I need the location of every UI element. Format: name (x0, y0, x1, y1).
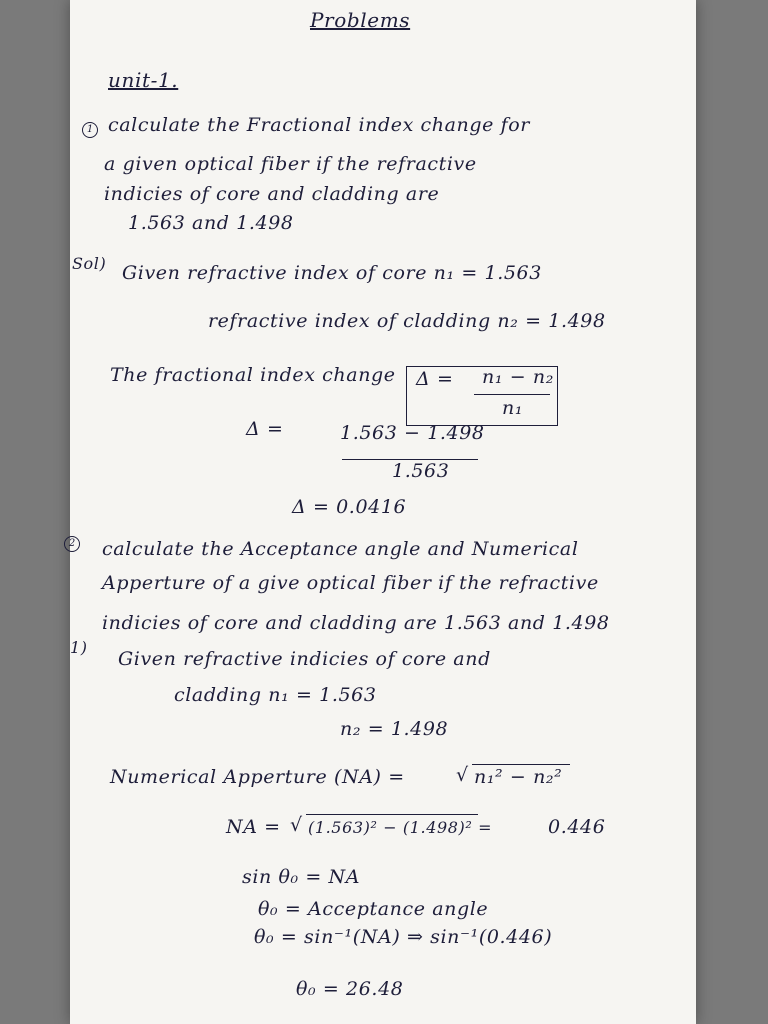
na-value: 0.446 (548, 816, 606, 838)
q1-line-2: a given optical fiber if the refractive (104, 153, 477, 175)
sol2-given-line-3: n₂ = 1.498 (340, 718, 449, 740)
calc-numerator: 1.563 − 1.498 (340, 422, 485, 444)
sol2-given-line-2: cladding n₁ = 1.563 (174, 684, 377, 706)
sol1-given-core: Given refractive index of core n₁ = 1.563 (122, 262, 542, 284)
formula-fraction-bar (474, 394, 550, 395)
na-sqrt-bar (472, 764, 570, 765)
question-2-number: 2 (64, 536, 80, 552)
formula-denominator: n₁ (502, 397, 524, 419)
na-calc-sqrt-sign: √ (290, 814, 303, 836)
q1-line-1: calculate the Fractional index change for (108, 114, 530, 136)
formula-lhs: Δ = (416, 368, 454, 390)
q1-line-4: 1.563 and 1.498 (128, 212, 294, 234)
na-sqrt-sign: √ (456, 764, 469, 786)
solution-2-marker: 1) (70, 638, 88, 657)
notebook-page (70, 0, 696, 1024)
calc-denominator: 1.563 (392, 460, 450, 482)
calc-lhs: Δ = (246, 418, 284, 440)
q1-line-3: indicies of core and cladding are (104, 183, 440, 205)
question-1-number: 1 (82, 122, 98, 138)
q2-line-1: calculate the Acceptance angle and Numerical (102, 538, 579, 560)
unit-heading: unit-1. (108, 68, 179, 92)
formula-label: The fractional index change (110, 364, 396, 386)
theta-definition: θ₀ = Acceptance angle (258, 898, 489, 920)
sol1-result: Δ = 0.0416 (292, 496, 407, 518)
theta-result: θ₀ = 26.48 (296, 978, 404, 1000)
na-lhs: NA = (226, 816, 281, 838)
na-formula: n₁² − n₂² (474, 766, 563, 788)
na-label: Numerical Apperture (NA) = (110, 766, 405, 788)
page-title: Problems (310, 8, 411, 32)
solution-1-marker: Sol) (72, 254, 107, 273)
na-calc-sqrt-bar (306, 814, 478, 815)
sol2-given-line-1: Given refractive indicies of core and (118, 648, 491, 670)
q2-line-2: Apperture of a give optical fiber if the refractive (102, 572, 599, 594)
sin-theta-line: sin θ₀ = NA (242, 866, 361, 888)
q2-line-3: indicies of core and cladding are 1.563 and 1.498 (102, 612, 610, 634)
formula-numerator: n₁ − n₂ (482, 366, 554, 388)
theta-calculation: θ₀ = sin⁻¹(NA) ⇒ sin⁻¹(0.446) (254, 926, 553, 948)
sol1-given-cladding: refractive index of cladding n₂ = 1.498 (208, 310, 606, 332)
na-expression: (1.563)² − (1.498)² = (308, 818, 493, 837)
